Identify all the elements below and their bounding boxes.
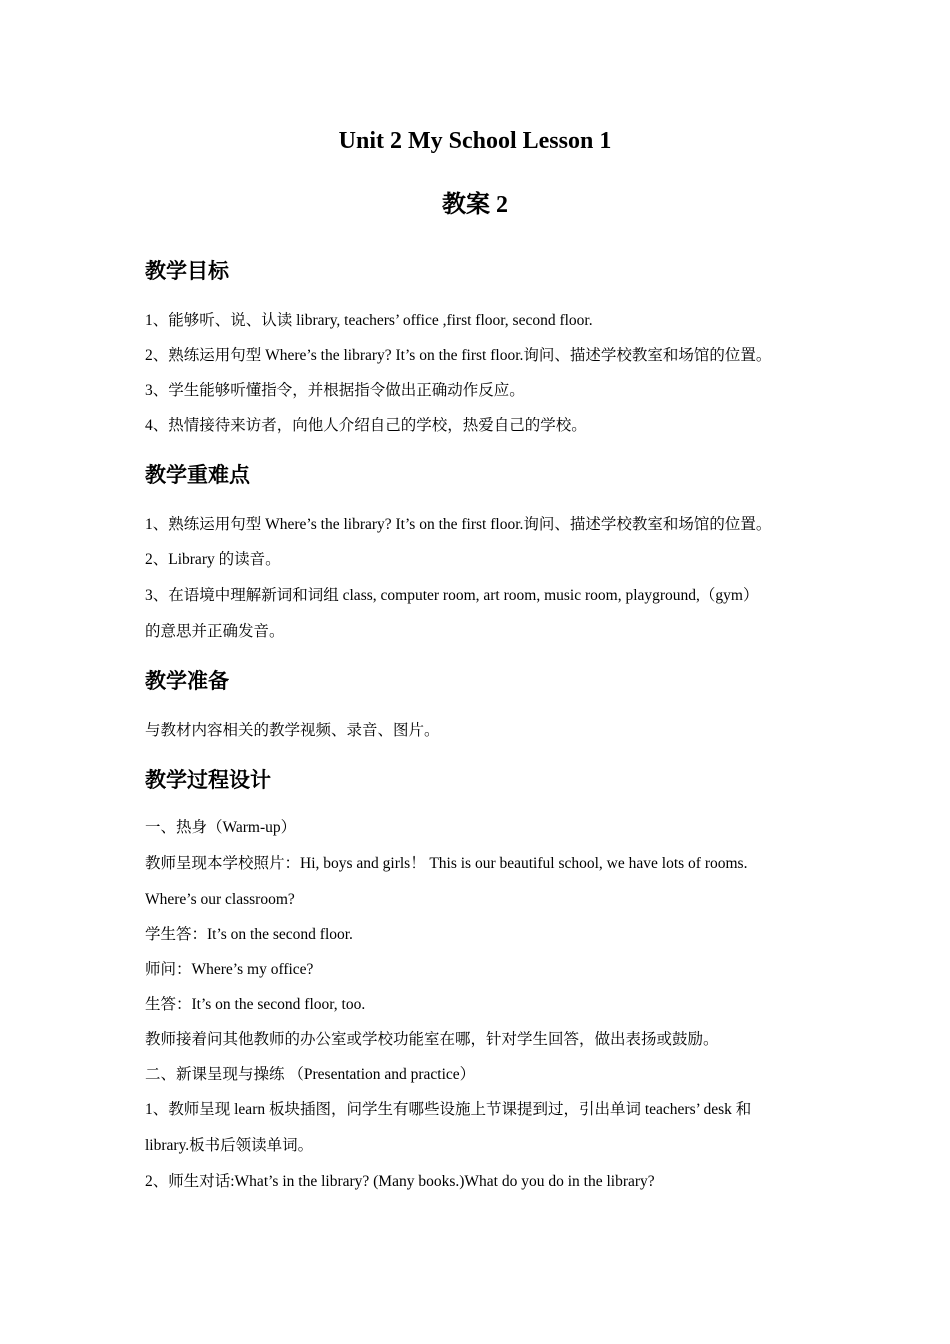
objective-item: 1、能够听、说、认读 library, teachers’ office ,first floor, second floor. <box>145 312 593 329</box>
preparation-item: 与教材内容相关的教学视频、录音、图片。 <box>145 722 440 739</box>
process-line: 生答：It’s on the second floor, too. <box>145 996 366 1013</box>
key-point-item: 的意思并正确发音。 <box>145 623 285 640</box>
process-line: library.板书后领读单词。 <box>145 1137 314 1154</box>
section-heading-process: 教学过程设计 <box>145 768 271 792</box>
process-line: 教师接着问其他教师的办公室或学校功能室在哪，针对学生回答，做出表扬或鼓励。 <box>145 1031 719 1048</box>
process-line: 一、热身（Warm-up） <box>145 819 297 836</box>
process-line: 1、教师呈现 learn 板块插图，问学生有哪些设施上节课提到过，引出单词 teachers’ desk 和 <box>145 1101 752 1118</box>
section-heading-objectives: 教学目标 <box>145 259 229 283</box>
key-point-item: 1、熟练运用句型 Where’s the library? It’s on the first floor.询问、描述学校教室和场馆的位置。 <box>145 516 772 533</box>
objective-item: 4、热情接待来访者，向他人介绍自己的学校，热爱自己的学校。 <box>145 417 587 434</box>
process-line: Where’s our classroom? <box>145 891 295 908</box>
objective-item: 2、熟练运用句型 Where’s the library? It’s on the first floor.询问、描述学校教室和场馆的位置。 <box>145 347 772 364</box>
process-line: 2、师生对话:What’s in the library? (Many books.)What do you do in the library? <box>145 1173 655 1190</box>
process-line: 学生答：It’s on the second floor. <box>145 926 353 943</box>
section-heading-preparation: 教学准备 <box>145 669 229 693</box>
document-title: Unit 2 My School Lesson 1 <box>338 128 612 154</box>
section-heading-key-points: 教学重难点 <box>145 463 250 487</box>
document-subtitle: 教案 2 <box>442 192 508 218</box>
key-point-item: 2、Library 的读音。 <box>145 551 281 568</box>
process-line: 师问：Where’s my office? <box>145 961 314 978</box>
key-point-item: 3、在语境中理解新词和词组 class, computer room, art room, music room, playground,（gym） <box>145 587 759 604</box>
objective-item: 3、学生能够听懂指令，并根据指令做出正确动作反应。 <box>145 382 525 399</box>
process-line: 二、新课呈现与操练 （Presentation and practice） <box>145 1066 476 1083</box>
process-line: 教师呈现本学校照片：Hi, boys and girls！ This is our beautiful school, we have lots of rooms. <box>145 855 748 872</box>
